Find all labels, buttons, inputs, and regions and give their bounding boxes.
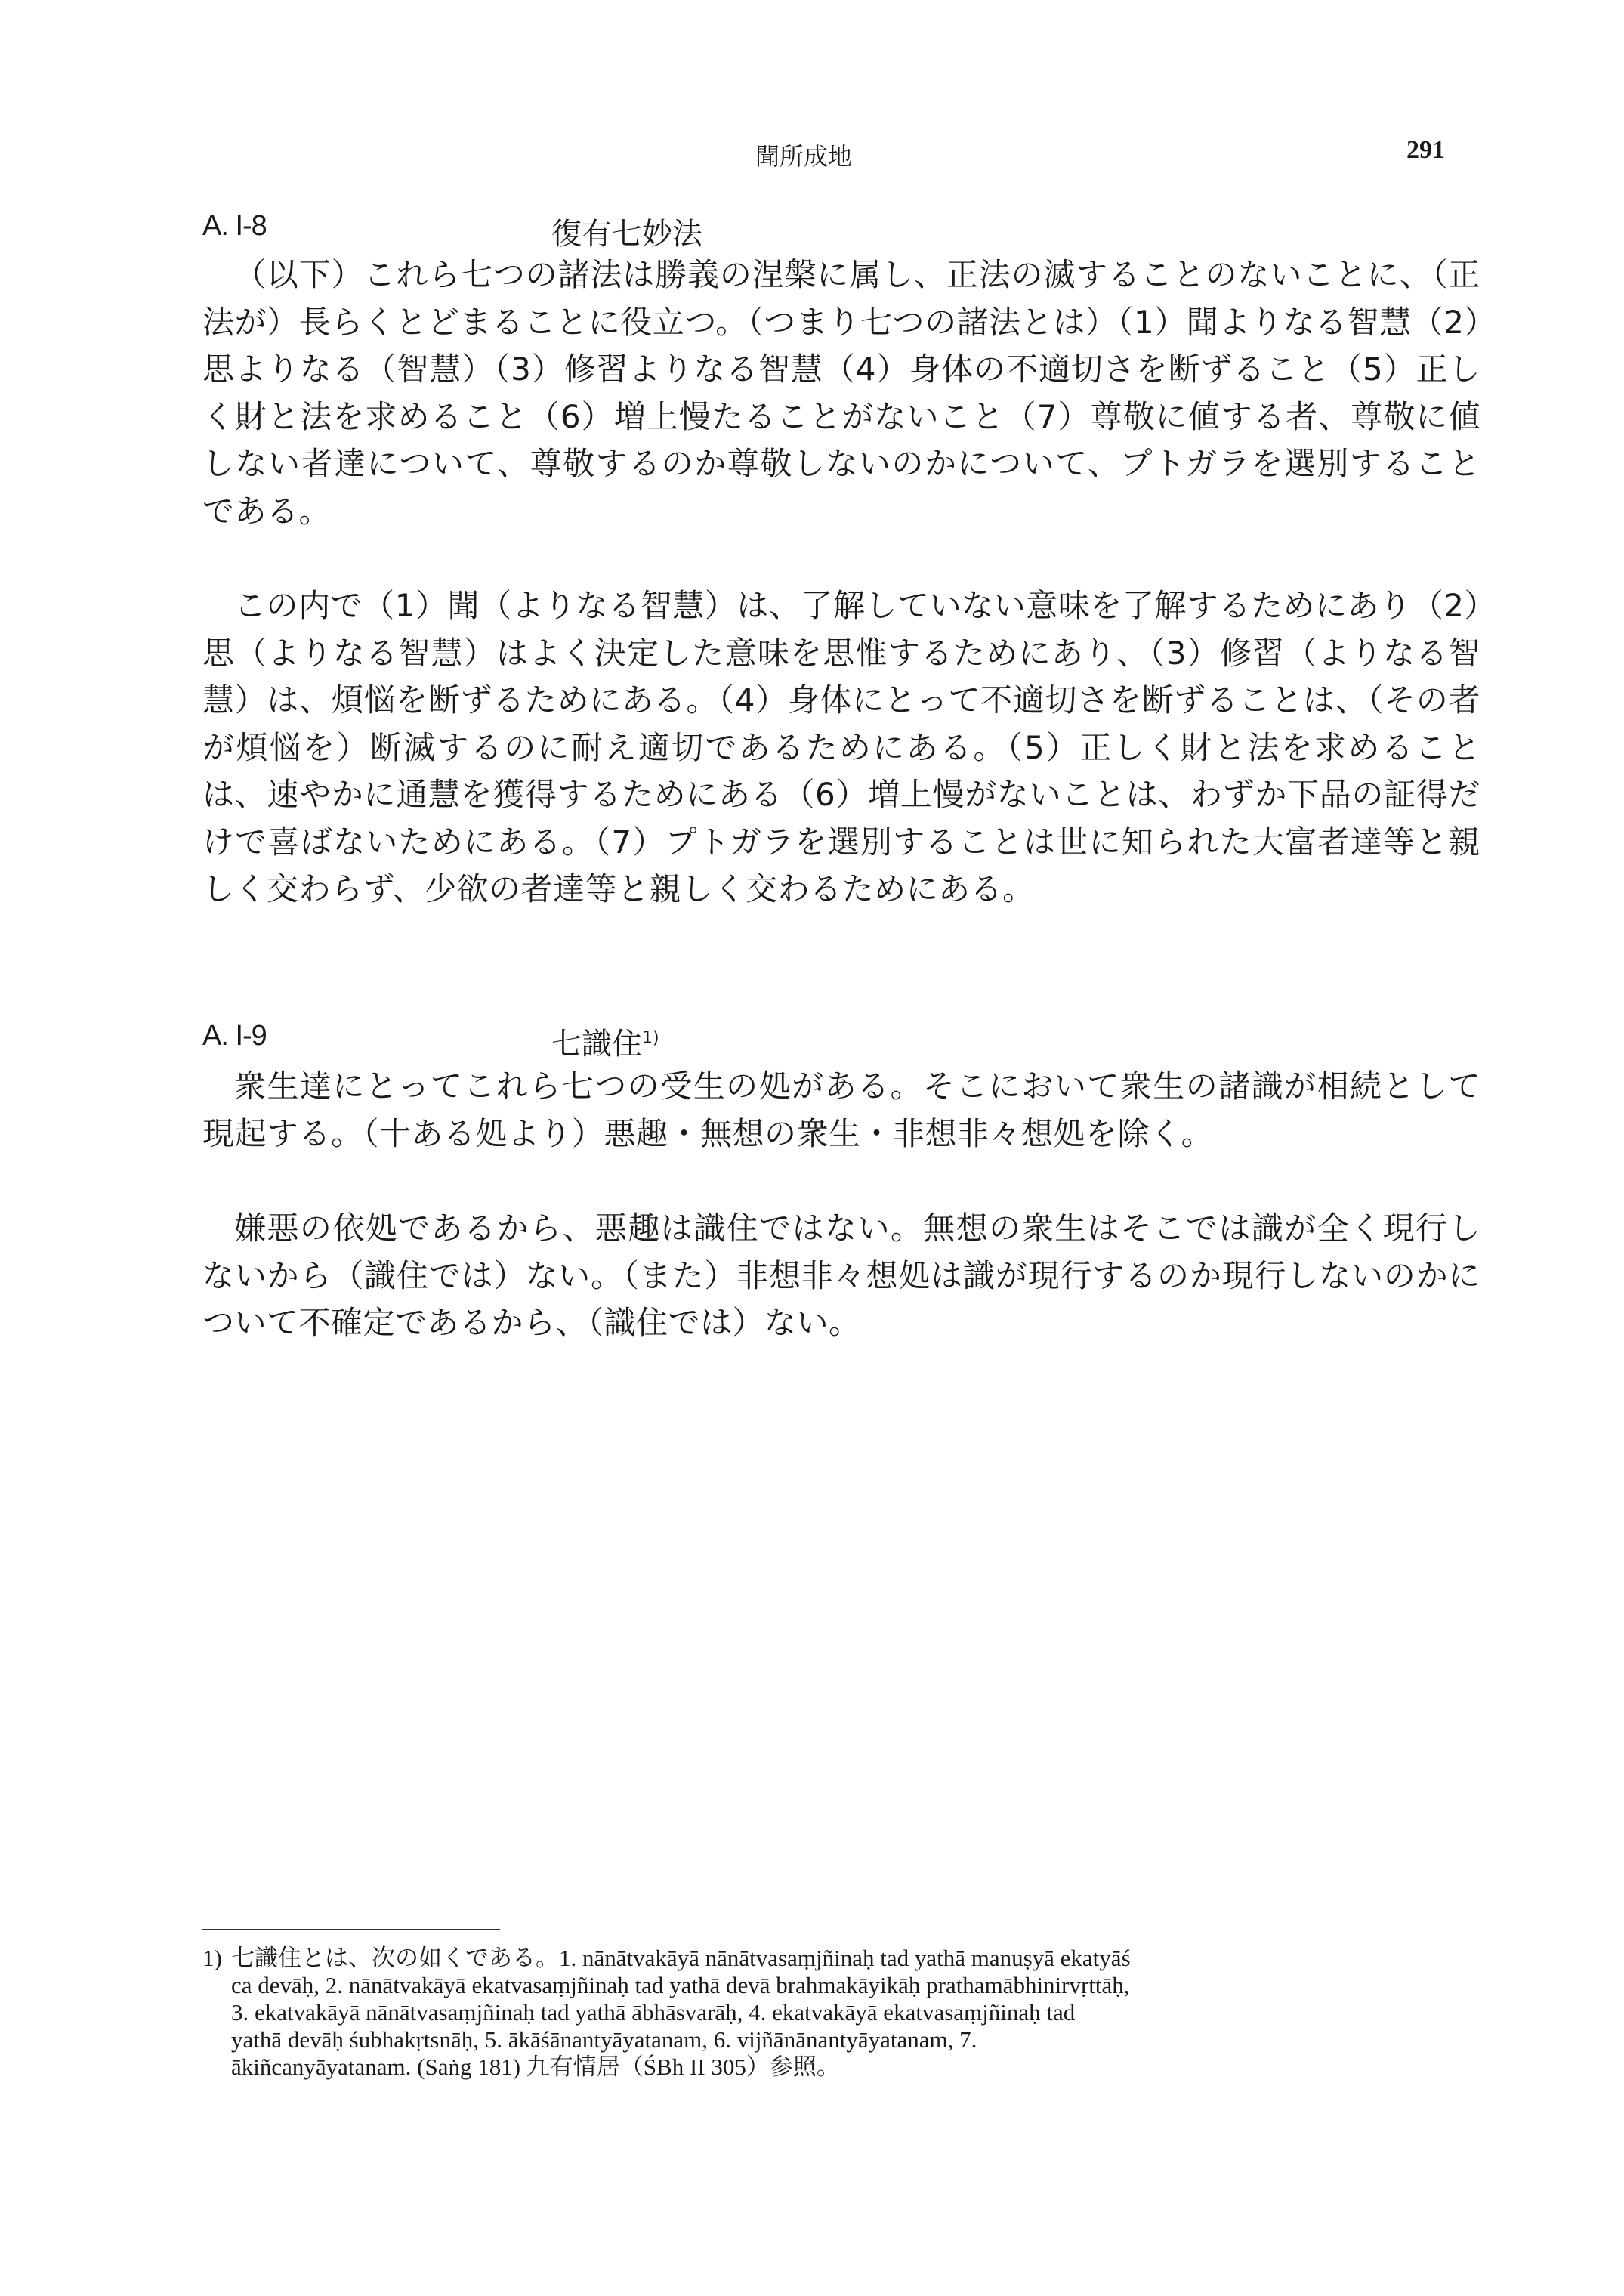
footnote-text: 七識住とは、次の如くである。1. nānātvakāyā nānātvasaṃjñinaḥ tad yathā manuṣyā ekatyāś <box>231 1945 1131 1971</box>
footnote-line: ca devāḥ, 2. nānātvakāyā ekatvasaṃjñinaḥ tad yathā devā brahmakāyikāḥ prathamābhinirvṛttāḥ, <box>231 1972 1130 1998</box>
paragraph: （以下）これら七つの諸法は勝義の涅槃に属し、正法の滅することのないことに、（正法が）長らくとどまることに役立つ。（つまり七つの諸法とは）（1）聞よりなる智慧（2）思よりなる（智慧）（3）修習よりなる智慧（4）身体の不適切さを断ずること（5）正しく財と法を求めること（6）増上慢たることがないこと（7）尊敬に値する者、尊敬に値しない者達について、尊敬するのか尊敬しないのかについて、プトガラを選別することである。 <box>202 256 1481 530</box>
section-title-text: 七識住 <box>551 1027 642 1061</box>
footnote-line <box>202 1945 1480 1972</box>
footnote-line: ākiñcanyāyatanam. (Saṅg 181) 九有情居（ŚBh II 305）参照。 <box>231 2053 840 2080</box>
footnote-mark: 1) <box>202 1945 222 1971</box>
footnote-line: yathā devāḥ śubhakṛtsnāḥ, 5. ākāśānantyāyatanam, 6. vijñānānantyāyatanam, 7. <box>231 2026 977 2053</box>
section-heading-a-i-9 <box>202 1020 1487 1065</box>
running-head <box>0 138 1624 175</box>
running-title: 聞所成地 <box>755 142 853 171</box>
footnote-line: 3. ekatvakāyā nānātvasaṃjñinaḥ tad yathā ābhāsvarāḥ, 4. ekatvakāyā ekatvasaṃjñinaḥ tad <box>231 1999 1076 2026</box>
page-number: 291 <box>1406 136 1445 164</box>
section-title <box>551 1020 659 1063</box>
footnote-reference: 1) <box>642 1028 659 1048</box>
section-id: A. I-8 <box>202 210 267 242</box>
paragraph: この内で（1）聞（よりなる智慧）は、了解していない意味を了解するためにあり（2）思（よりなる智慧）はよく決定した意味を思惟するためにあり、（3）修習（よりなる智慧）は、煩悩を断ずるためにある。（4）身体にとって不適切さを断ずることは、（その者が煩悩を）断滅するのに耐え適切であるためにある。（5）正しく財と法を求めることは、速やかに通慧を獲得するためにある（6）増上慢がないことは、わずか下品の証得だけで喜ばないためにある。（7）プトガラを選別することは世に知られた大富者達等と親しく交わらず、少欲の者達等と親しく交わるためにある。 <box>202 587 1480 907</box>
paragraph: 嫌悪の依処であるから、悪趣は識住ではない。無想の衆生はそこでは識が全く現行しないから（識住では）ない。（また）非想非々想処は識が現行するのか現行しないのかについて不確定であるから、（識住では）ない。 <box>202 1210 1480 1341</box>
paragraph: 衆生達にとってこれら七つの受生の処がある。そこにおいて衆生の諸識が相続として現起する。（十ある処より）悪趣・無想の衆生・非想非々想処を除く。 <box>202 1068 1480 1152</box>
footnote-rule <box>202 1929 500 1930</box>
footnote <box>202 1945 1480 2081</box>
section-id: A. I-9 <box>202 1020 267 1052</box>
section-heading-a-i-8 <box>202 210 1487 255</box>
section-title: 復有七妙法 <box>551 217 702 252</box>
